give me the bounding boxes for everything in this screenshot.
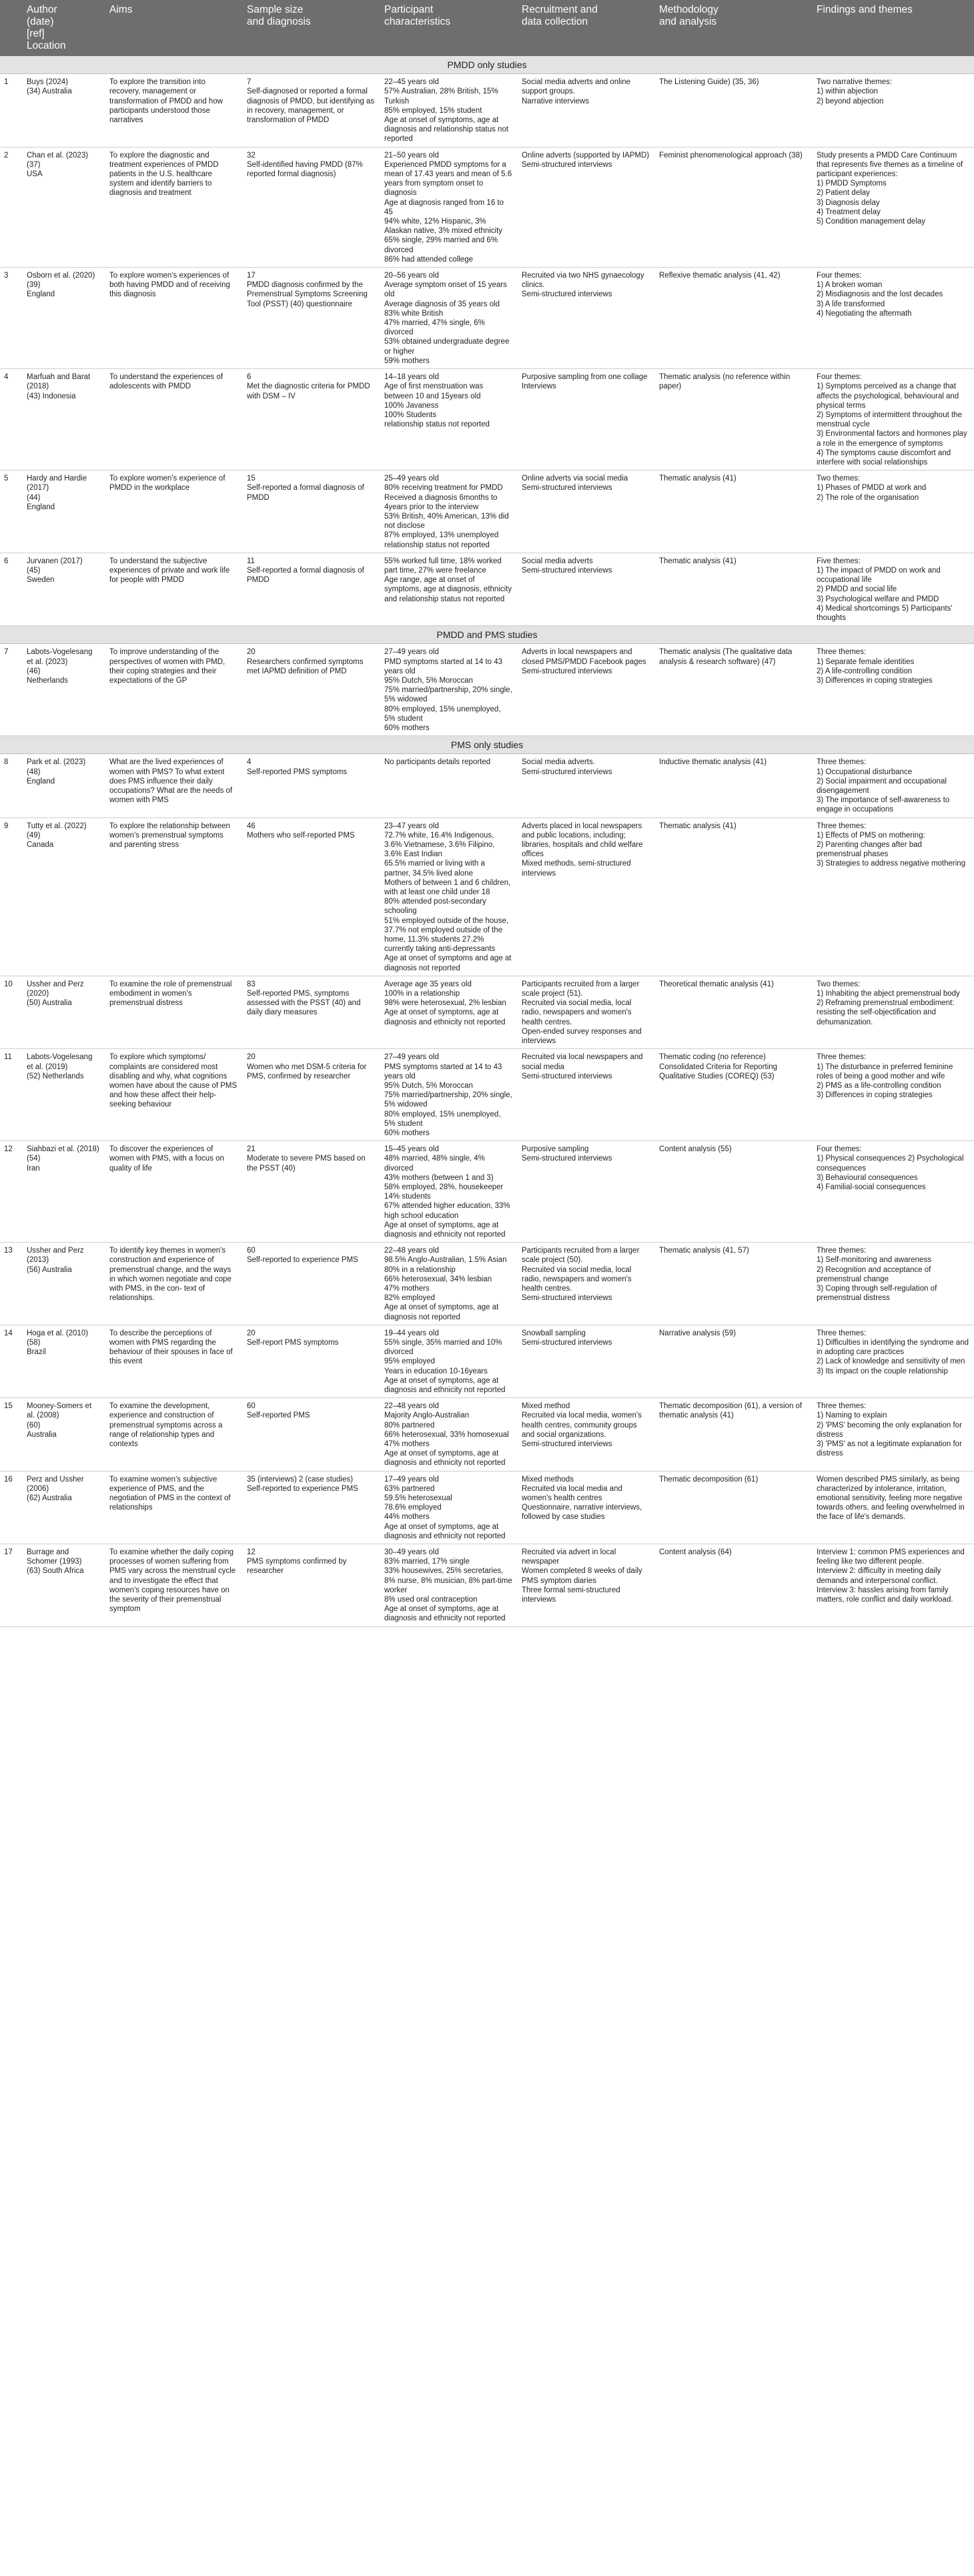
recruitment-cell: Recruited via two NHS gynaecology clinics. Semi-structured interviews [518, 268, 655, 369]
table-row [0, 754, 974, 818]
table-row [0, 369, 974, 470]
row-number: 9 [0, 818, 23, 976]
recruitment-cell: Online adverts via social media Semi-structured interviews [518, 470, 655, 553]
header-findings: Findings and themes [813, 0, 974, 56]
methodology-cell: Reflexive thematic analysis (41, 42) [655, 268, 813, 369]
recruitment-cell: Online adverts (supported by IAPMD) Semi-structured interviews [518, 147, 655, 267]
section-row [0, 626, 974, 644]
table-header [0, 0, 974, 56]
header-row [0, 0, 974, 56]
author-cell: Siahbazi et al. (2018) (54) Iran [23, 1141, 105, 1243]
row-number: 10 [0, 976, 23, 1048]
table-row [0, 976, 974, 1048]
recruitment-cell: Purposive sampling from one collage Interviews [518, 369, 655, 470]
aims-cell: To discover the experiences of women with PMS, with a focus on quality of life [105, 1141, 243, 1243]
methodology-cell: Thematic analysis (41, 57) [655, 1243, 813, 1325]
aims-cell: To understand the subjective experiences of private and work life for people with PMDD [105, 553, 243, 625]
author-cell: Marfuah and Barat (2018) (43) Indonesia [23, 369, 105, 470]
participants-cell: 23–47 years old 72.7% white, 16.4% Indigenous, 3.6% Vietnamese, 3.6% Filipino, 3.6% East Indian 65.5% married or living with a partner, 34.5% lived alone Mothers of between 1 and 6 children, with at least one child under 18 80% attended post-secondary schooling 51% employed outside of the house, 37.7% not employed outside of the home, 11.3% students 27.2% currently taking anti-depressants Age at onset of symptoms and age at diagnosis not reported [380, 818, 518, 976]
table-row [0, 1325, 974, 1397]
participants-cell: 15–45 years old 48% married, 48% single, 4% divorced 43% mothers (between 1 and 3) 58% employed, 28%, housekeeper 14% students 67% attended higher education, 33% high school education Age at onset of symptoms, age at diagnosis and ethnicity not reported [380, 1141, 518, 1243]
table-row [0, 1398, 974, 1471]
author-cell: Mooney-Somers et al. (2008) (60) Australia [23, 1398, 105, 1471]
sample-cell: 21 Moderate to severe PMS based on the PSST (40) [243, 1141, 380, 1243]
author-cell: Park et al. (2023) (48) England [23, 754, 105, 818]
sample-cell: 12 PMS symptoms confirmed by researcher [243, 1544, 380, 1627]
methodology-cell: Thematic decomposition (61) [655, 1471, 813, 1544]
author-cell: Burrage and Schomer (1993) (63) South Africa [23, 1544, 105, 1627]
methodology-cell: Feminist phenomenological approach (38) [655, 147, 813, 267]
methodology-cell: Thematic coding (no reference) Consolidated Criteria for Reporting Qualitative Studies (COREQ) (53) [655, 1049, 813, 1141]
aims-cell: To identify key themes in women's construction and experience of premenstrual change, and the ways in which women negotiate and cope with PMS, in the con- text of relationships. [105, 1243, 243, 1325]
row-number: 8 [0, 754, 23, 818]
table-row [0, 553, 974, 625]
table-row [0, 147, 974, 267]
row-number: 2 [0, 147, 23, 267]
findings-cell: Four themes: 1) Symptoms perceived as a change that affects the psychological, behavioural and physical terms 2) Symptoms of intermittent throughout the menstrual cycle 3) Environmental factors and hormones play a role in the emergence of symptoms 4) The symptoms cause discomfort and interfere with social relationships [813, 369, 974, 470]
findings-cell: Three themes: 1) The disturbance in preferred feminine roles of being a good mother and wife 2) PMS as a life-controlling condition 3) Differences in coping strategies [813, 1049, 974, 1141]
participants-cell: 19–44 years old 55% single, 35% married and 10% divorced 95% employed Years in education 10-16years Age at onset of symptoms, age at diagnosis and ethnicity not reported [380, 1325, 518, 1397]
participants-cell: Average age 35 years old 100% in a relationship 98% were heterosexual, 2% lesbian Age at onset of symptoms, age at diagnosis and ethnicity not reported [380, 976, 518, 1048]
recruitment-cell: Snowball sampling Semi-structured interviews [518, 1325, 655, 1397]
table-row [0, 644, 974, 736]
recruitment-cell: Adverts placed in local newspapers and public locations, including; libraries, hospitals and child welfare offices Mixed methods, semi-structured interviews [518, 818, 655, 976]
aims-cell: To explore women's experience of PMDD in the workplace [105, 470, 243, 553]
header-methodology: Methodology and analysis [655, 0, 813, 56]
methodology-cell: Content analysis (55) [655, 1141, 813, 1243]
author-cell: Hardy and Hardie (2017) (44) England [23, 470, 105, 553]
findings-cell: Four themes: 1) A broken woman 2) Misdiagnosis and the lost decades 3) A life transformed 4) Negotiating the aftermath [813, 268, 974, 369]
table-row [0, 1141, 974, 1243]
author-cell: Labots-Vogelesang et al. (2019) (52) Netherlands [23, 1049, 105, 1141]
section-title: PMDD and PMS studies [0, 626, 974, 644]
header-author: Author (date) [ref] Location [23, 0, 105, 56]
table-row [0, 1243, 974, 1325]
row-number: 1 [0, 74, 23, 147]
sample-cell: 60 Self-reported PMS [243, 1398, 380, 1471]
methodology-cell: The Listening Guide) (35, 36) [655, 74, 813, 147]
sample-cell: 4 Self-reported PMS symptoms [243, 754, 380, 818]
sample-cell: 32 Self-identified having PMDD (87% reported formal diagnosis) [243, 147, 380, 267]
methodology-cell: Content analysis (64) [655, 1544, 813, 1627]
participants-cell: 14–18 years old Age of first menstruation was between 10 and 15years old 100% Javaness 100% Students relationship status not reported [380, 369, 518, 470]
participants-cell: 21–50 years old Experienced PMDD symptoms for a mean of 17.43 years and mean of 5.6 years from symptom onset to diagnosis Age at diagnosis ranged from 16 to 45 94% white, 12% Hispanic, 3% Alaskan native, 3% mixed ethnicity 65% single, 29% married and 6% divorced 86% had attended college [380, 147, 518, 267]
recruitment-cell: Social media adverts. Semi-structured interviews [518, 754, 655, 818]
row-number: 6 [0, 553, 23, 625]
row-number: 3 [0, 268, 23, 369]
table-row [0, 1544, 974, 1627]
recruitment-cell: Recruited via advert in local newspaper Women completed 8 weeks of daily PMS symptom diaries Three formal semi-structured interviews [518, 1544, 655, 1627]
methodology-cell: Thematic analysis (41) [655, 553, 813, 625]
recruitment-cell: Participants recruited from a larger scale project (50). Recruited via social media, local radio, newspapers and women's health centres. Semi-structured interviews [518, 1243, 655, 1325]
findings-cell: Three themes: 1) Naming to explain 2) 'PMS' becoming the only explanation for distress 3) 'PMS' as not a legitimate explanation for distress [813, 1398, 974, 1471]
row-number: 13 [0, 1243, 23, 1325]
recruitment-cell: Mixed method Recruited via local media, women's health centres, community groups and social organizations. Semi-structured interviews [518, 1398, 655, 1471]
row-number: 11 [0, 1049, 23, 1141]
methodology-cell: Thematic analysis (The qualitative data analysis & research software) (47) [655, 644, 813, 736]
recruitment-cell: Social media adverts Semi-structured interviews [518, 553, 655, 625]
author-cell: Tutty et al. (2022) (49) Canada [23, 818, 105, 976]
sample-cell: 20 Researchers confirmed symptoms met IAPMD definition of PMD [243, 644, 380, 736]
row-number: 7 [0, 644, 23, 736]
author-cell: Ussher and Perz (2013) (56) Australia [23, 1243, 105, 1325]
header-number [0, 0, 23, 56]
aims-cell: To describe the perceptions of women with PMS regarding the behaviour of their spouses in face of this event [105, 1325, 243, 1397]
table-row [0, 470, 974, 553]
row-number: 14 [0, 1325, 23, 1397]
participants-cell: 20–56 years old Average symptom onset of 15 years old Average diagnosis of 35 years old 83% white British 47% married, 47% single, 6% divorced 53% obtained undergraduate degree or higher 59% mothers [380, 268, 518, 369]
table-body [0, 56, 974, 1626]
sample-cell: 20 Self-report PMS symptoms [243, 1325, 380, 1397]
section-row [0, 56, 974, 74]
author-cell: Perz and Ussher (2006) (62) Australia [23, 1471, 105, 1544]
sample-cell: 11 Self-reported a formal diagnosis of PMDD [243, 553, 380, 625]
aims-cell: What are the lived experiences of women with PMS? To what extent does PMS influence their daily occupations? What are the needs of women with PMS [105, 754, 243, 818]
aims-cell: To understand the experiences of adolescents with PMDD [105, 369, 243, 470]
findings-cell: Two narrative themes: 1) within abjection 2) beyond abjection [813, 74, 974, 147]
header-participants: Participant characteristics [380, 0, 518, 56]
findings-cell: Four themes: 1) Physical consequences 2) Psychological consequences 3) Behavioural consequences 4) Familial-social consequences [813, 1141, 974, 1243]
findings-cell: Three themes: 1) Occupational disturbance 2) Social impairment and occupational disengagement 3) The importance of self-awareness to engage in occupations [813, 754, 974, 818]
findings-cell: Three themes: 1) Difficulties in identifying the syndrome and in adopting care practices 2) Lack of knowledge and sensitivity of men 3) Its impact on the couple relationship [813, 1325, 974, 1397]
aims-cell: To improve understanding of the perspectives of women with PMD, their coping strategies and their expectations of the GP [105, 644, 243, 736]
participants-cell: 25–49 years old 80% receiving treatment for PMDD Received a diagnosis 6months to 4years prior to the interview 53% British, 40% American, 13% did not disclose 87% employed, 13% unemployed relationship status not reported [380, 470, 518, 553]
section-title: PMDD only studies [0, 56, 974, 74]
recruitment-cell: Social media adverts and online support groups. Narrative interviews [518, 74, 655, 147]
header-recruitment: Recruitment and data collection [518, 0, 655, 56]
author-cell: Ussher and Perz (2020) (50) Australia [23, 976, 105, 1048]
author-cell: Chan et al. (2023) (37) USA [23, 147, 105, 267]
aims-cell: To examine the development, experience and construction of premenstrual symptoms across a range of relationship types and contexts [105, 1398, 243, 1471]
methodology-cell: Theoretical thematic analysis (41) [655, 976, 813, 1048]
table-row [0, 74, 974, 147]
sample-cell: 15 Self-reported a formal diagnosis of PMDD [243, 470, 380, 553]
participants-cell: 22–48 years old 98.5% Anglo-Australian, 1.5% Asian 80% in a relationship 66% heterosexual, 34% lesbian 47% mothers 82% employed Age at onset of symptoms, age at diagnosis not reported [380, 1243, 518, 1325]
aims-cell: To examine women's subjective experience of PMS, and the negotiation of PMS in the context of relationships [105, 1471, 243, 1544]
findings-cell: Three themes: 1) Self-monitoring and awareness 2) Recognition and acceptance of premenstrual change 3) Coping through self-regulation of premenstrual distress [813, 1243, 974, 1325]
author-cell: Osborn et al. (2020) (39) England [23, 268, 105, 369]
sample-cell: 6 Met the diagnostic criteria for PMDD with DSM – IV [243, 369, 380, 470]
author-cell: Labots-Vogelesang et al. (2023) (46) Netherlands [23, 644, 105, 736]
recruitment-cell: Mixed methods Recruited via local media and women's health centres Questionnaire, narrative interviews, followed by case studies [518, 1471, 655, 1544]
participants-cell: 22–48 years old Majority Anglo-Australian 80% partnered 66% heterosexual, 33% homosexual 47% mothers Age at onset of symptoms, age at diagnosis and ethnicity not reported [380, 1398, 518, 1471]
aims-cell: To explore the relationship between women's premenstrual symptoms and parenting stress [105, 818, 243, 976]
aims-cell: To explore the diagnostic and treatment experiences of PMDD patients in the U.S. healthcare system and identify barriers to diagnosis and treatment [105, 147, 243, 267]
methodology-cell: Thematic analysis (41) [655, 818, 813, 976]
sample-cell: 17 PMDD diagnosis confirmed by the Premenstrual Symptoms Screening Tool (PSST) (40) questionnaire [243, 268, 380, 369]
participants-cell: 27–49 years old PMD symptoms started at 14 to 43 years old 95% Dutch, 5% Moroccan 75% married/partnership, 20% single, 5% widowed 80% employed, 15% unemployed, 5% student 60% mothers [380, 644, 518, 736]
sample-cell: 60 Self-reported to experience PMS [243, 1243, 380, 1325]
recruitment-cell: Participants recruited from a larger scale project (51). Recruited via social media, local radio, newspapers and women's health centres. Open-ended survey responses and interviews [518, 976, 655, 1048]
sample-cell: 7 Self-diagnosed or reported a formal diagnosis of PMDD, but identifying as in recovery, management, or transformation of PMDD [243, 74, 380, 147]
findings-cell: Two themes: 1) Inhabiting the abject premenstrual body 2) Reframing premenstrual embodiment: resisting the self-objectification and dehumanization. [813, 976, 974, 1048]
table-row [0, 818, 974, 976]
aims-cell: To explore the transition into recovery, management or transformation of PMDD and how participants understood those narratives [105, 74, 243, 147]
methodology-cell: Thematic analysis (41) [655, 470, 813, 553]
row-number: 16 [0, 1471, 23, 1544]
author-cell: Buys (2024) (34) Australia [23, 74, 105, 147]
findings-cell: Study presents a PMDD Care Continuum that represents five themes as a timeline of participant experiences: 1) PMDD Symptoms 2) Patient delay 3) Diagnosis delay 4) Treatment delay 5) Condition management delay [813, 147, 974, 267]
author-cell: Hoga et al. (2010) (58) Brazil [23, 1325, 105, 1397]
findings-cell: Interview 1: common PMS experiences and feeling like two different people. Interview 2: difficulty in meeting daily demands and interpersonal conflict. Interview 3: hassles arising from family matters, role conflict and daily workload. [813, 1544, 974, 1627]
recruitment-cell: Adverts in local newspapers and closed PMS/PMDD Facebook pages Semi-structured interviews [518, 644, 655, 736]
findings-cell: Women described PMS similarly, as being characterized by intolerance, irritation, emotional sensitivity, feeling more negative towards others, and feeling overwhelmed in the face of life's demands. [813, 1471, 974, 1544]
recruitment-cell: Recruited via local newspapers and social media Semi-structured interviews [518, 1049, 655, 1141]
sample-cell: 35 (interviews) 2 (case studies) Self-reported to experience PMS [243, 1471, 380, 1544]
methodology-cell: Thematic decomposition (61), a version of thematic analysis (41) [655, 1398, 813, 1471]
findings-cell: Three themes: 1) Separate female identities 2) A life-controlling condition 3) Differences in coping strategies [813, 644, 974, 736]
methodology-cell: Thematic analysis (no reference within paper) [655, 369, 813, 470]
row-number: 12 [0, 1141, 23, 1243]
recruitment-cell: Purposive sampling Semi-structured interviews [518, 1141, 655, 1243]
participants-cell: 30–49 years old 83% married, 17% single 33% housewives, 25% secretaries, 8% nurse, 8% musician, 8% part-time worker 8% used oral contraception Age at onset of symptoms, age at diagnosis and ethnicity not reported [380, 1544, 518, 1627]
author-cell: Jurvanen (2017) (45) Sweden [23, 553, 105, 625]
participants-cell: 27–49 years old PMS symptoms started at 14 to 43 years old 95% Dutch, 5% Moroccan 75% married/partnership, 20% single, 5% widowed 80% employed, 15% unemployed, 5% student 60% mothers [380, 1049, 518, 1141]
row-number: 17 [0, 1544, 23, 1627]
table-row [0, 1049, 974, 1141]
header-aims: Aims [105, 0, 243, 56]
sample-cell: 46 Mothers who self-reported PMS [243, 818, 380, 976]
findings-cell: Three themes: 1) Effects of PMS on mothering: 2) Parenting changes after bad premenstrual phases 3) Strategies to address negative mothering [813, 818, 974, 976]
row-number: 5 [0, 470, 23, 553]
participants-cell: 22–45 years old 57% Australian, 28% British, 15% Turkish 85% employed, 15% student Age at onset of symptoms, age at diagnosis and relationship status not reported [380, 74, 518, 147]
section-row [0, 736, 974, 754]
aims-cell: To examine whether the daily coping processes of women suffering from PMS vary across the menstrual cycle and to investigate the effect that women's coping resources have on the severity of their premenstrual symptom [105, 1544, 243, 1627]
aims-cell: To explore which symptoms/ complaints are considered most disabling and why, what cognitions women have about the cause of PMS and how these affect their help-seeking behaviour [105, 1049, 243, 1141]
row-number: 15 [0, 1398, 23, 1471]
sample-cell: 20 Women who met DSM-5 criteria for PMS, confirmed by researcher [243, 1049, 380, 1141]
participants-cell: 55% worked full time, 18% worked part time, 27% were freelance Age range, age at onset of symptoms, age at diagnosis, ethnicity and relationship status not reported [380, 553, 518, 625]
table-row [0, 1471, 974, 1544]
section-title: PMS only studies [0, 736, 974, 754]
row-number: 4 [0, 369, 23, 470]
participants-cell: 17–49 years old 63% partnered 59.5% heterosexual 78.6% employed 44% mothers Age at onset of symptoms, age at diagnosis and ethnicity not reported [380, 1471, 518, 1544]
aims-cell: To examine the role of premenstrual embodiment in women's premenstrual distress [105, 976, 243, 1048]
table-row [0, 268, 974, 369]
methodology-cell: Narrative analysis (59) [655, 1325, 813, 1397]
sample-cell: 83 Self-reported PMS, symptoms assessed with the PSST (40) and daily diary measures [243, 976, 380, 1048]
findings-cell: Five themes: 1) The impact of PMDD on work and occupational life 2) PMDD and social life 3) Psychological welfare and PMDD 4) Medical shortcomings 5) Participants' thoughts [813, 553, 974, 625]
findings-cell: Two themes: 1) Phases of PMDD at work and 2) The role of the organisation [813, 470, 974, 553]
participants-cell: No participants details reported [380, 754, 518, 818]
aims-cell: To explore women's experiences of both having PMDD and of receiving this diagnosis [105, 268, 243, 369]
methodology-cell: Inductive thematic analysis (41) [655, 754, 813, 818]
header-sample: Sample size and diagnosis [243, 0, 380, 56]
